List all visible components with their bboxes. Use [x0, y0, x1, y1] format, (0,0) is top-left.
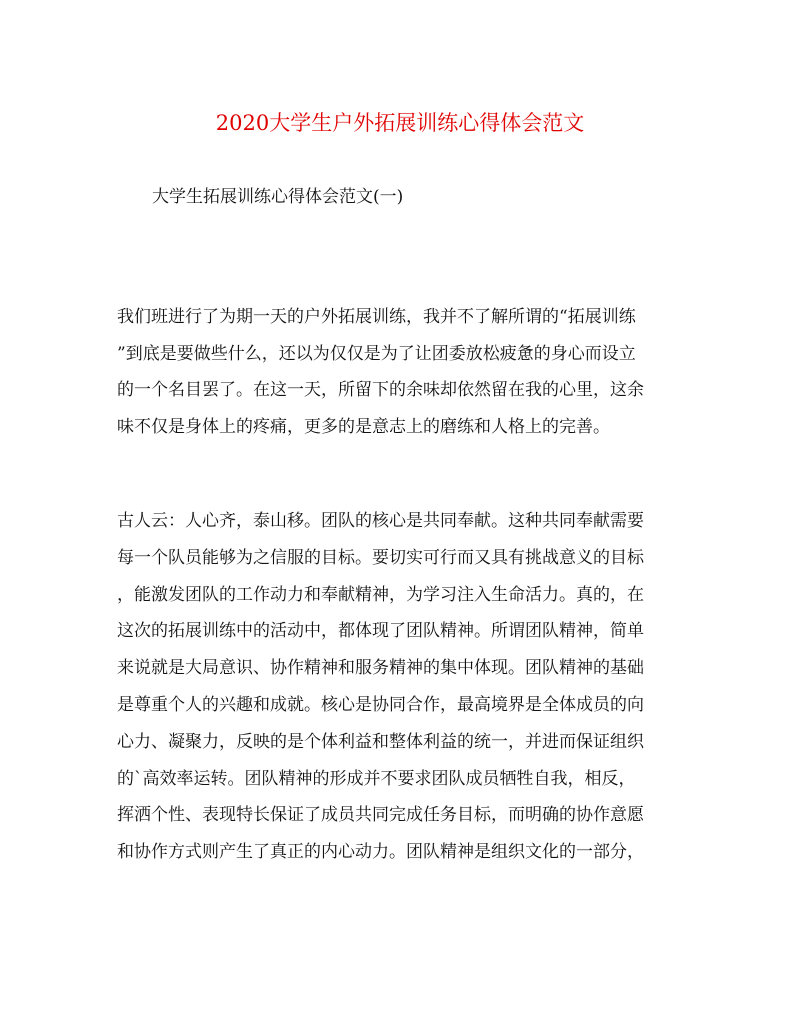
document-title: 2020大学生户外拓展训练心得体会范文 [215, 111, 585, 135]
paragraph-line: 挥洒个性、表现特长保证了成员共同完成任务目标，而明确的协作意愿 [117, 805, 644, 826]
paragraph-line: ，能激发团队的工作动力和奉献精神，为学习注入生命活力。真的，在 [117, 584, 644, 605]
document-subtitle: 大学生拓展训练心得体会范文(一) [152, 187, 404, 207]
paragraph-line: 味不仅是身体上的疼痛，更多的是意志上的磨练和人格上的完善。 [117, 416, 610, 437]
paragraph-line: 心力、凝聚力，反映的是个体利益和整体利益的统一，并进而保证组织 [117, 731, 644, 752]
paragraph-line: 这次的拓展训练中的活动中，都体现了团队精神。所谓团队精神，简单 [117, 621, 644, 642]
paragraph-line: 的一个名目罢了。在这一天，所留下的余味却依然留在我的心里，这余 [117, 380, 644, 400]
paragraph-line: 和协作方式则产生了真正的内心动力。团队精神是组织文化的一部分， [117, 842, 644, 863]
paragraph-line: 每一个队员能够为之信服的目标。要切实可行而又具有挑战意义的目标 [117, 547, 644, 568]
paragraph-2 [117, 503, 697, 871]
paragraph-line: 是尊重个人的兴趣和成就。核心是协同合作，最高境界是全体成员的向 [117, 694, 644, 715]
paragraph-1 [117, 299, 697, 445]
paragraph-line: 来说就是大局意识、协作精神和服务精神的集中体现。团队精神的基础 [117, 658, 644, 679]
paragraph-line: 古人云：人心齐，泰山移。团队的核心是共同奉献。这种共同奉献需要 [117, 511, 644, 531]
paragraph-line: 我们班进行了为期一天的户外拓展训练，我并不了解所谓的“拓展训练 [117, 307, 636, 327]
paragraph-line: ”到底是要做些什么，还以为仅仅是为了让团委放松疲惫的身心而设立 [117, 343, 636, 364]
paragraph-line: 的`高效率运转。团队精神的形成并不要求团队成员牺牲自我，相反， [117, 768, 636, 789]
